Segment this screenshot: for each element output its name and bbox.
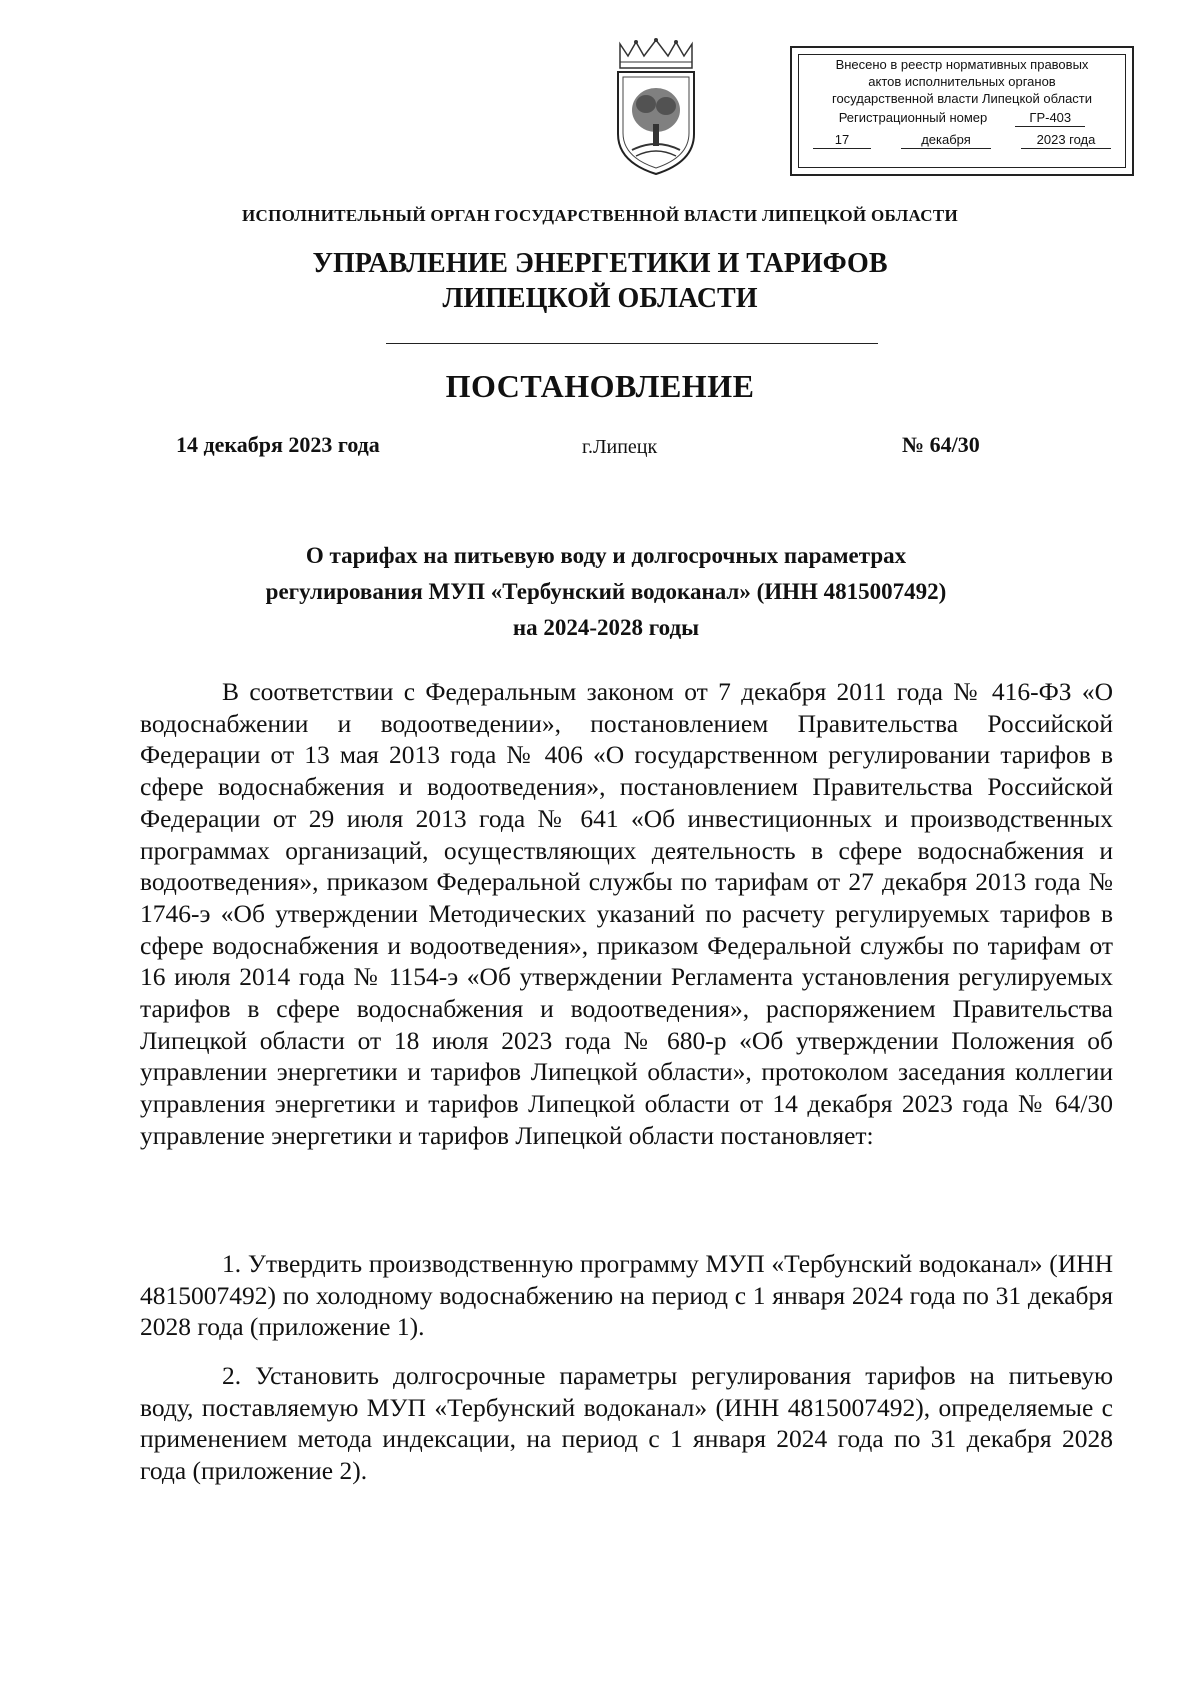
stamp-reg-number: ГР-403 <box>1015 109 1085 127</box>
clause-1-paragraph: 1. Утвердить производственную программу МУП «Тербунский водоканал» (ИНН 4815007492) по холодному водоснабжению на период с 1 января 2024 года по 31 декабря 2028 года (приложение 1). <box>140 1249 1113 1342</box>
department-name <box>0 246 1200 316</box>
stamp-line-3: государственной власти Липецкой области <box>831 91 1093 106</box>
department-line-2: ЛИПЕЦКОЙ ОБЛАСТИ <box>442 283 758 314</box>
subject-line-1: О тарифах на питьевую воду и долгосрочных параметрах <box>305 543 907 568</box>
department-line-1: УПРАВЛЕНИЕ ЭНЕРГЕТИКИ И ТАРИФОВ <box>312 248 888 279</box>
document-number: № 64/30 <box>902 432 980 457</box>
registry-stamp <box>790 46 1134 176</box>
subject-line-2: регулирования МУП «Тербунский водоканал» (ИНН 4815007492) <box>265 579 947 604</box>
stamp-reg-label: Регистрационный номер <box>838 110 988 125</box>
document-subject <box>140 538 1072 646</box>
stamp-line-2: актов исполнительных органов <box>868 74 1056 89</box>
document-type: ПОСТАНОВЛЕНИЕ <box>445 368 755 404</box>
preamble-paragraph: В соответствии с Федеральным законом от 7 декабря 2011 года № 416-ФЗ «О водоснабжении и водоотведении», постановлением Правительства Российской Федерации от 13 мая 2013 года № 406 «О государственном регулировании тарифов в сфере водоснабжения и водоотведения», постановлением Правительства Российской Федерации от 29 июля 2013 года № 641 «Об инвестиционных и производственных программах организаций, осуществляющих деятельность в сфере водоснабжения и водоотведения», приказом Федеральной службы по тарифам от 27 декабря 2013 года № 1746-э «Об утверждении Методических указаний по расчету регулируемых тарифов в сфере водоснабжения и водоотведения», приказом Федеральной службы по тарифам от 16 июля 2014 года № 1154-э «Об утверждении Регламента установления регулируемых тарифов в сфере водоснабжения и водоотведения», распоряжением Правительства Липецкой области от 18 июля 2023 года № 680-р «Об утверждении Положения об управлении энергетики и тарифов Липецкой области», протоколом заседания коллегии управления энергетики и тарифов Липецкой области от 14 декабря 2023 года № 64/30 управление энергетики и тарифов Липецкой области постановляет: <box>140 677 1113 1150</box>
document-city: г.Липецк <box>582 436 658 458</box>
stamp-line-1: Внесено в реестр нормативных правовых <box>835 57 1089 72</box>
stamp-day: 17 <box>813 131 871 149</box>
stamp-registration <box>792 109 1132 127</box>
stamp-date <box>792 131 1132 149</box>
document-date: 14 декабря 2023 года <box>176 432 380 457</box>
header-divider <box>386 343 878 344</box>
issuing-authority: ИСПОЛНИТЕЛЬНЫЙ ОРГАН ГОСУДАРСТВЕННОЙ ВЛАСТИ ЛИПЕЦКОЙ ОБЛАСТИ <box>241 206 959 225</box>
stamp-year: 2023 года <box>1021 131 1111 149</box>
stamp-month: декабря <box>901 131 991 149</box>
subject-line-3: на 2024-2028 годы <box>512 615 700 640</box>
clause-2-paragraph: 2. Установить долгосрочные параметры регулирования тарифов на питьевую воду, поставляемую МУП «Тербунский водоканал» (ИНН 4815007492), определяемые с применением метода индексации, на период с 1 января 2024 года по 31 декабря 2028 года (приложение 2). <box>140 1361 1113 1486</box>
coat-of-arms-icon <box>612 38 700 178</box>
